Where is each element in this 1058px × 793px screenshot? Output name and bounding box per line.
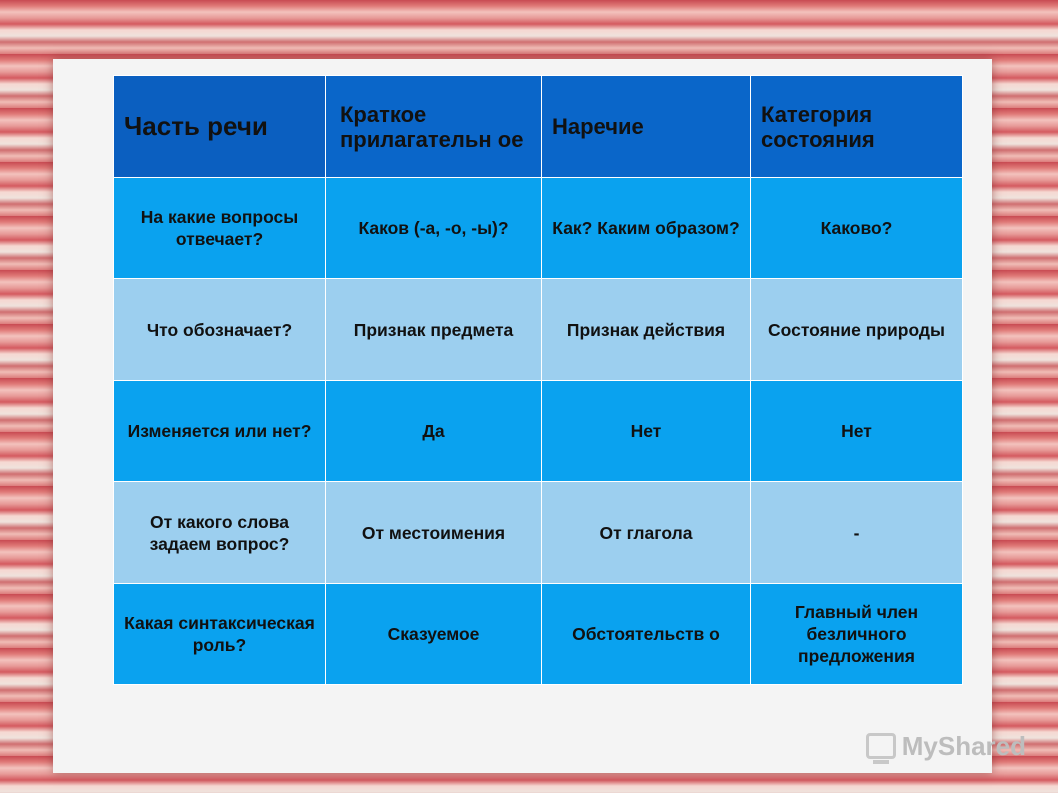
cell-state: Состояние природы — [751, 279, 963, 381]
monitor-icon — [866, 733, 896, 759]
header-part-of-speech: Часть речи — [114, 76, 326, 178]
table-row — [114, 482, 963, 584]
cell-adverb: Нет — [542, 381, 751, 482]
parts-of-speech-table — [113, 75, 963, 685]
row-label: От какого слова задаем вопрос? — [114, 482, 326, 584]
cell-adverb: От глагола — [542, 482, 751, 584]
table-header-row — [114, 76, 963, 178]
cell-short-adjective: Да — [326, 381, 542, 482]
header-short-adjective: Краткое прилагательн ое — [326, 76, 542, 178]
cell-state: Главный член безличного предложения — [751, 584, 963, 685]
cell-short-adjective: От местоимения — [326, 482, 542, 584]
row-label: На какие вопросы отвечает? — [114, 178, 326, 279]
row-label: Что обозначает? — [114, 279, 326, 381]
table-row — [114, 279, 963, 381]
table-row — [114, 178, 963, 279]
header-adverb: Наречие — [542, 76, 751, 178]
cell-adverb: Обстоятельств о — [542, 584, 751, 685]
cell-adverb: Признак действия — [542, 279, 751, 381]
row-label: Изменяется или нет? — [114, 381, 326, 482]
table-row — [114, 381, 963, 482]
cell-short-adjective: Каков (-а, -о, -ы)? — [326, 178, 542, 279]
cell-state: Каково? — [751, 178, 963, 279]
cell-state: - — [751, 482, 963, 584]
watermark-text: MyShared — [901, 730, 1026, 761]
watermark-logo — [866, 728, 1026, 764]
table-row — [114, 584, 963, 685]
header-state-category: Категория состояния — [751, 76, 963, 178]
cell-adverb: Как? Каким образом? — [542, 178, 751, 279]
cell-short-adjective: Признак предмета — [326, 279, 542, 381]
cell-state: Нет — [751, 381, 963, 482]
cell-short-adjective: Сказуемое — [326, 584, 542, 685]
row-label: Какая синтаксическая роль? — [114, 584, 326, 685]
